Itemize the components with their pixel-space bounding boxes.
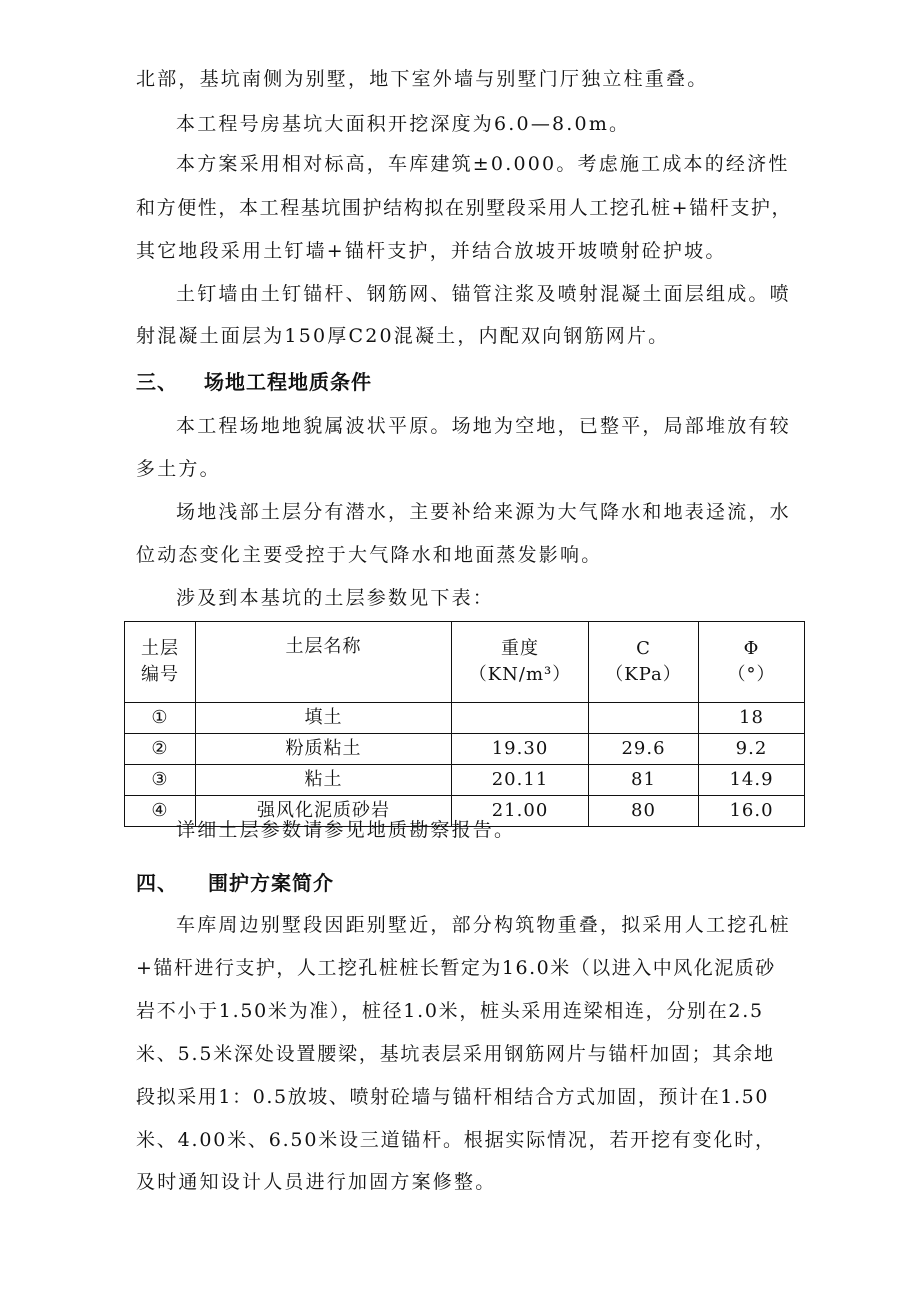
cell-cohesion: 80 <box>589 796 699 827</box>
header-friction-angle-top: Φ <box>743 638 760 659</box>
header-cohesion-top: C <box>636 638 651 659</box>
header-cohesion <box>589 622 699 703</box>
section4-para1-line-1: 车库周边别墅段因距别墅近，部分构筑物重叠，拟采用人工挖孔桩 <box>176 914 791 936</box>
header-layer-id-top: 土层 <box>141 638 179 659</box>
cell-unit-weight <box>452 703 589 734</box>
cell-cohesion: 29.6 <box>589 734 699 765</box>
table-row <box>125 765 805 796</box>
table-intro: 涉及到本基坑的土层参数见下表： <box>176 587 495 609</box>
section3-para1-line-1: 本工程场地地貌属波状平原。场地为空地，已整平，局部堆放有较 <box>176 415 791 437</box>
cell-friction-angle: 18 <box>699 703 805 734</box>
section4-para1-line-7: 及时通知设计人员进行加固方案修整。 <box>136 1171 497 1193</box>
header-cohesion-bottom: （KPa） <box>605 664 682 685</box>
section4-para1-line-5: 段拟采用1：0.5放坡、喷射砼墙与锚杆相结合方式加固，预计在1.50 <box>136 1086 770 1108</box>
intro-line-1: 北部，基坑南侧为别墅，地下室外墙与别墅门厅独立柱重叠。 <box>136 68 709 90</box>
cell-layer-id: ② <box>125 734 196 765</box>
section3-number: 三、 <box>136 370 178 394</box>
section4-title: 围护方案简介 <box>207 871 334 895</box>
section4-para1-line-3: 岩不小于1.50米为准），桩径1.0米，桩头采用连梁相连，分别在2.5 <box>136 1000 764 1022</box>
cell-friction-angle: 14.9 <box>699 765 805 796</box>
section3-title: 场地工程地质条件 <box>203 370 372 394</box>
section3-heading <box>136 370 372 394</box>
table-row <box>125 703 805 734</box>
header-friction-angle <box>699 622 805 703</box>
intro-para4-line-1: 土钉墙由土钉锚杆、钢筋网、锚管注浆及喷射混凝土面层组成。喷 <box>176 283 791 305</box>
cell-layer-name: 强风化泥质砂岩 <box>196 796 452 827</box>
header-layer-name: 土层名称 <box>196 622 452 703</box>
section3-para2-line-2: 位动态变化主要受控于大气降水和地面蒸发影响。 <box>136 544 603 566</box>
section3-para1-line-2: 多土方。 <box>136 458 221 480</box>
header-unit-weight <box>452 622 589 703</box>
soil-parameter-table <box>124 621 805 827</box>
cell-layer-id: ① <box>125 703 196 734</box>
table-row <box>125 734 805 765</box>
cell-unit-weight: 20.11 <box>452 765 589 796</box>
cell-layer-id: ③ <box>125 765 196 796</box>
header-layer-id <box>125 622 196 703</box>
section4-heading <box>136 871 334 895</box>
header-unit-weight-bottom: （KN/m³） <box>468 664 572 685</box>
intro-para3-line-1: 本方案采用相对标高，车库建筑±0.000。考虑施工成本的经济性 <box>176 153 790 175</box>
intro-depth-paragraph: 本工程号房基坑大面积开挖深度为6.0—8.0m。 <box>176 113 631 135</box>
table-header-row <box>125 622 805 703</box>
cell-friction-angle: 16.0 <box>699 796 805 827</box>
cell-layer-name: 粘土 <box>196 765 452 796</box>
header-unit-weight-top: 重度 <box>501 638 539 659</box>
intro-para3-line-2: 和方便性，本工程基坑围护结构拟在别墅段采用人工挖孔桩+锚杆支护， <box>136 197 793 219</box>
cell-cohesion <box>589 703 699 734</box>
header-friction-angle-bottom: （°） <box>727 664 776 685</box>
cell-friction-angle: 9.2 <box>699 734 805 765</box>
section4-para1-line-4: 米、5.5米深处设置腰梁，基坑表层采用钢筋网片与锚杆加固；其余地 <box>136 1043 775 1065</box>
intro-para3-line-3: 其它地段采用土钉墙+锚杆支护，并结合放坡开坡喷射砼护坡。 <box>136 240 727 262</box>
cell-unit-weight: 21.00 <box>452 796 589 827</box>
cell-layer-name: 填土 <box>196 703 452 734</box>
cell-layer-name: 粉质粘土 <box>196 734 452 765</box>
cell-cohesion: 81 <box>589 765 699 796</box>
intro-para4-line-2: 射混凝土面层为150厚C20混凝土，内配双向钢筋网片。 <box>136 325 670 347</box>
section4-para1-line-2: +锚杆进行支护，人工挖孔桩桩长暂定为16.0米（以进入中风化泥质砂 <box>136 957 776 979</box>
section4-para1-line-6: 米、4.00米、6.50米设三道锚杆。根据实际情况，若开挖有变化时， <box>136 1129 776 1151</box>
header-layer-id-bottom: 编号 <box>141 664 179 685</box>
cell-unit-weight: 19.30 <box>452 734 589 765</box>
table-note: 详细土层参数请参见地质勘察报告。 <box>176 819 516 841</box>
cell-layer-id: ④ <box>125 796 196 827</box>
section4-number: 四、 <box>136 871 178 895</box>
section3-para2-line-1: 场地浅部土层分有潜水，主要补给来源为大气降水和地表迳流，水 <box>176 501 791 523</box>
